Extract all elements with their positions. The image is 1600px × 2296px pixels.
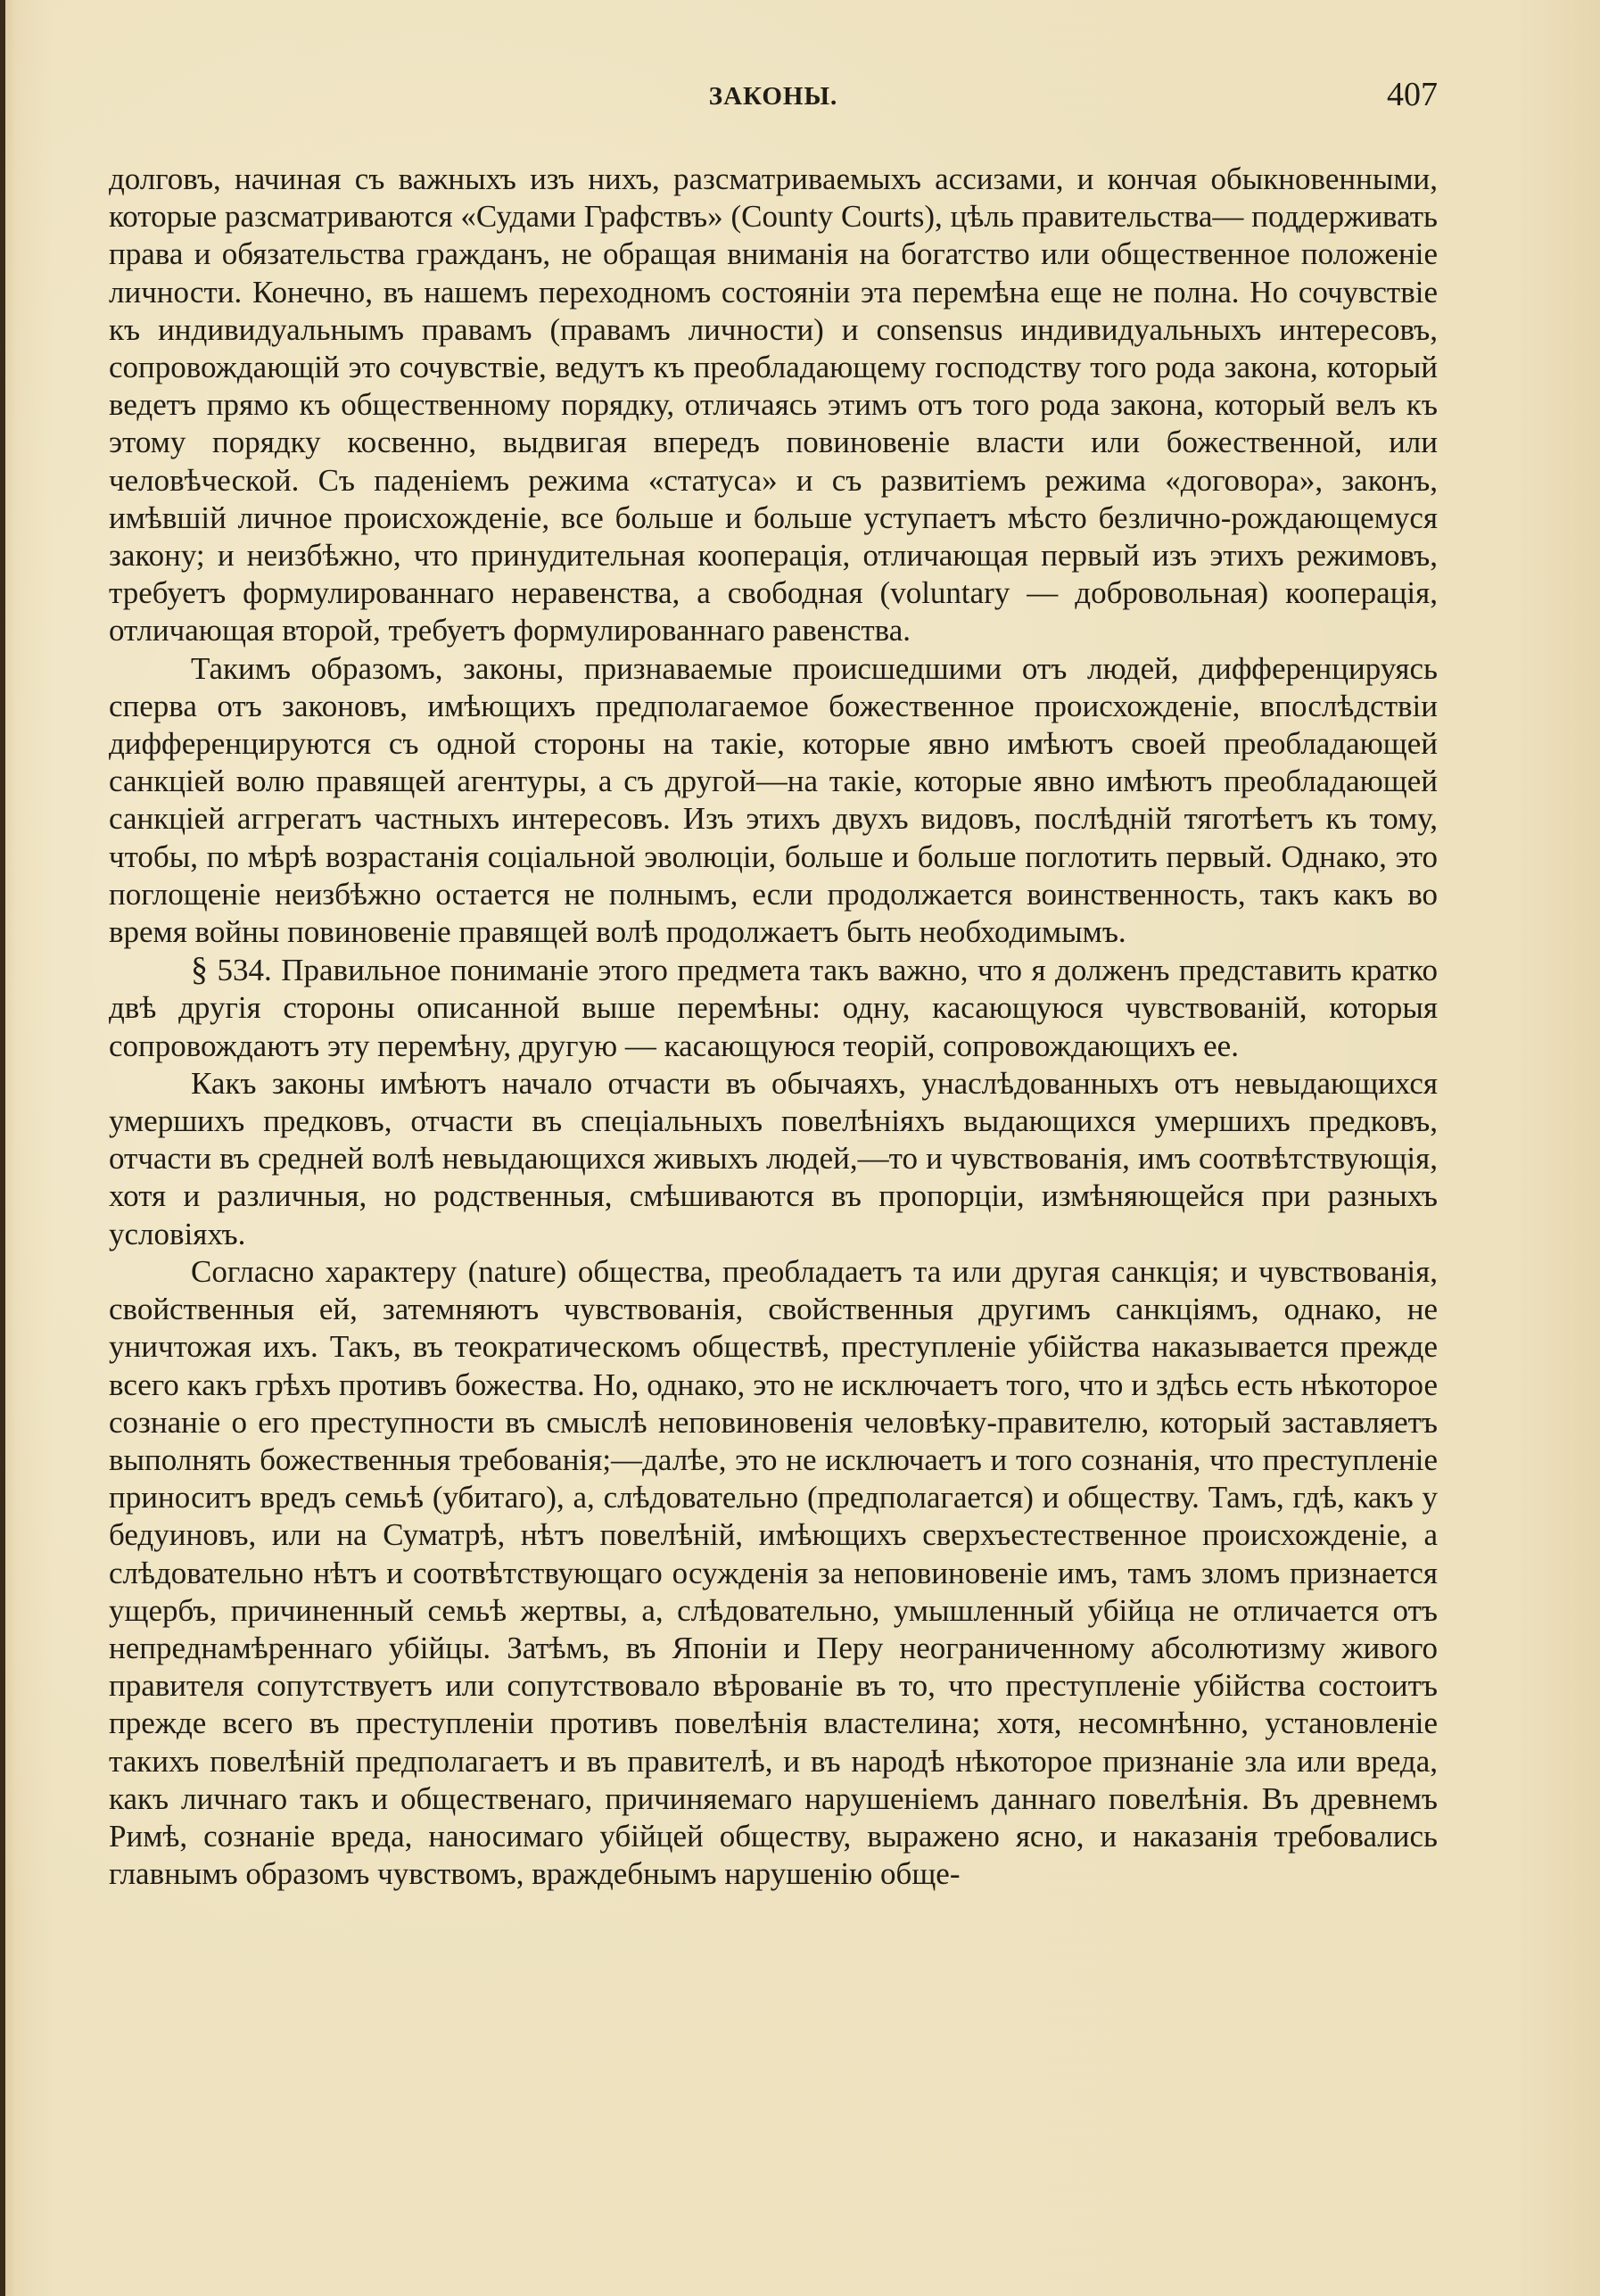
paragraph-3 (109, 951, 1438, 1065)
paragraph-3-text: 534. Правильное пониманіе этого предмета такъ важно, что я долженъ представить кратко двѣ другія стороны описанной выше перемѣны: одну, касающуюся чувствованій, которыя сопровождаютъ эту перемѣну, другую — касающуюся теорій, сопровождающихъ ее. (109, 953, 1438, 1063)
body-text (109, 161, 1438, 1893)
paragraph-5: Согласно характеру (nature) общества, преобладаетъ та или другая санкція; и чувствованія, свойственныя ей, затемняютъ чувствованія, свойственныя другимъ санкціямъ, однако, не уничтожая ихъ. Такъ, въ теократическомъ обществѣ, преступленіе убійства наказывается прежде всего какъ грѣхъ противъ божества. Но, однако, это не исключаетъ того, что и здѣсь есть нѣкоторое сознаніе о его преступности въ смыслѣ неповиновенія человѣку-правителю, который заставляетъ выполнять божественныя требованія;—далѣе, это не исключаетъ и того сознанія, что преступленіе приноситъ вредъ семьѣ (убитаго), а, слѣдовательно (предполагается) и обществу. Тамъ, гдѣ, какъ у бедуиновъ, или на Суматрѣ, нѣтъ повелѣній, имѣющихъ сверхъестественное происхожденіе, а слѣдовательно нѣтъ и соотвѣтствующаго осужденія за неповиновеніе имъ, тамъ зломъ признается ущербъ, причиненный семьѣ жертвы, а, слѣдовательно, умышленный убійца не отличается отъ непреднамѣреннаго убійцы. Затѣмъ, въ Японіи и Перу неограниченному абсолютизму живого правителя сопутствуетъ или сопутствовало вѣрованіе въ то, что преступленіе убійства состоитъ прежде всего въ преступленіи противъ повелѣнія властелина; хотя, несомнѣнно, установленіе такихъ повелѣній предполагаетъ и въ правителѣ, и въ народѣ нѣкоторое признаніе зла или вреда, какъ личнаго такъ и общественаго, причиняемаго нарушеніемъ даннаго повелѣнія. Въ древнемъ Римѣ, сознаніе вреда, наносимаго убійцей обществу, выражено ясно, и наказанія требовались главнымъ образомъ чувствомъ, враждебнымъ нарушенію обще- (109, 1253, 1438, 1892)
running-title: ЗАКОНЫ. (708, 82, 838, 111)
book-spine-edge (0, 0, 5, 2296)
paragraph-4: Какъ законы имѣютъ начало отчасти въ обычаяхъ, унаслѣдованныхъ отъ невыдающихся умершихъ предковъ, отчасти въ спеціальныхъ повелѣніяхъ выдающихся умершихъ предковъ, отчасти въ средней волѣ невыдающихся живыхъ людей,—то и чувствованія, имъ соотвѣтствующія, хотя и различныя, но родственныя, смѣшиваются въ пропорціи, измѣняющейся при разныхъ условіяхъ. (109, 1065, 1438, 1251)
paragraph-2: Такимъ образомъ, законы, признаваемые происшедшими отъ людей, дифференцируясь сперва отъ законовъ, имѣющихъ предполагаемое божественное происхожденіе, впослѣдствіи дифференцируются съ одной стороны на такіе, которые явно имѣютъ своей преобладающей санкціей волю правящей агентуры, а съ другой—на такіе, которые явно имѣютъ преобладающей санкціей аггрегатъ частныхъ интересовъ. Изъ этихъ двухъ видовъ, послѣдній тяготѣетъ къ тому, чтобы, по мѣрѣ возрастанія соціальной эволюціи, больше и больше поглотить первый. Однако, это поглощеніе неизбѣжно остается не полнымъ, если продолжается воинственность, такъ какъ во время войны повиновеніе правящей волѣ продолжаетъ быть необходимымъ. (109, 650, 1438, 950)
page-number: 407 (1387, 76, 1438, 113)
paragraph-1: долговъ, начиная съ важныхъ изъ нихъ, разсматриваемыхъ ассизами, и кончая обыкновенными, которые разсматриваются «Судами Графствъ» (County Courts), цѣль правительства— поддерживать права и обязательства гражданъ, не обращая вниманія на богатство или общественное положеніе личности. Конечно, въ нашемъ переходномъ состояніи эта перемѣна еще не полна. Но сочувствіе къ индивидуальнымъ правамъ (правамъ личности) и consensus индивидуальныхъ интересовъ, сопровождающій это сочувствіе, ведутъ къ преобладающему господству того рода закона, который ведетъ прямо къ общественному порядку, отличаясь этимъ отъ того рода закона, который велъ къ этому порядку косвенно, выдвигая впередъ повиновеніе власти или божественной, или человѣческой. Съ паденіемъ режима «статуса» и съ развитіемъ режима «договора», законъ, имѣвшій личное происхожденіе, все больше и больше уступаетъ мѣсто безлично-рождающемуся закону; и неизбѣжно, что принудительная кооперація, отличающая первый изъ этихъ режимовъ, требуетъ формулированнаго неравенства, а свободная (voluntary — добровольная) кооперація, отличающая второй, требуетъ формулированнаго равенства. (109, 161, 1438, 648)
page-header (109, 75, 1438, 120)
section-symbol: § (191, 951, 208, 989)
